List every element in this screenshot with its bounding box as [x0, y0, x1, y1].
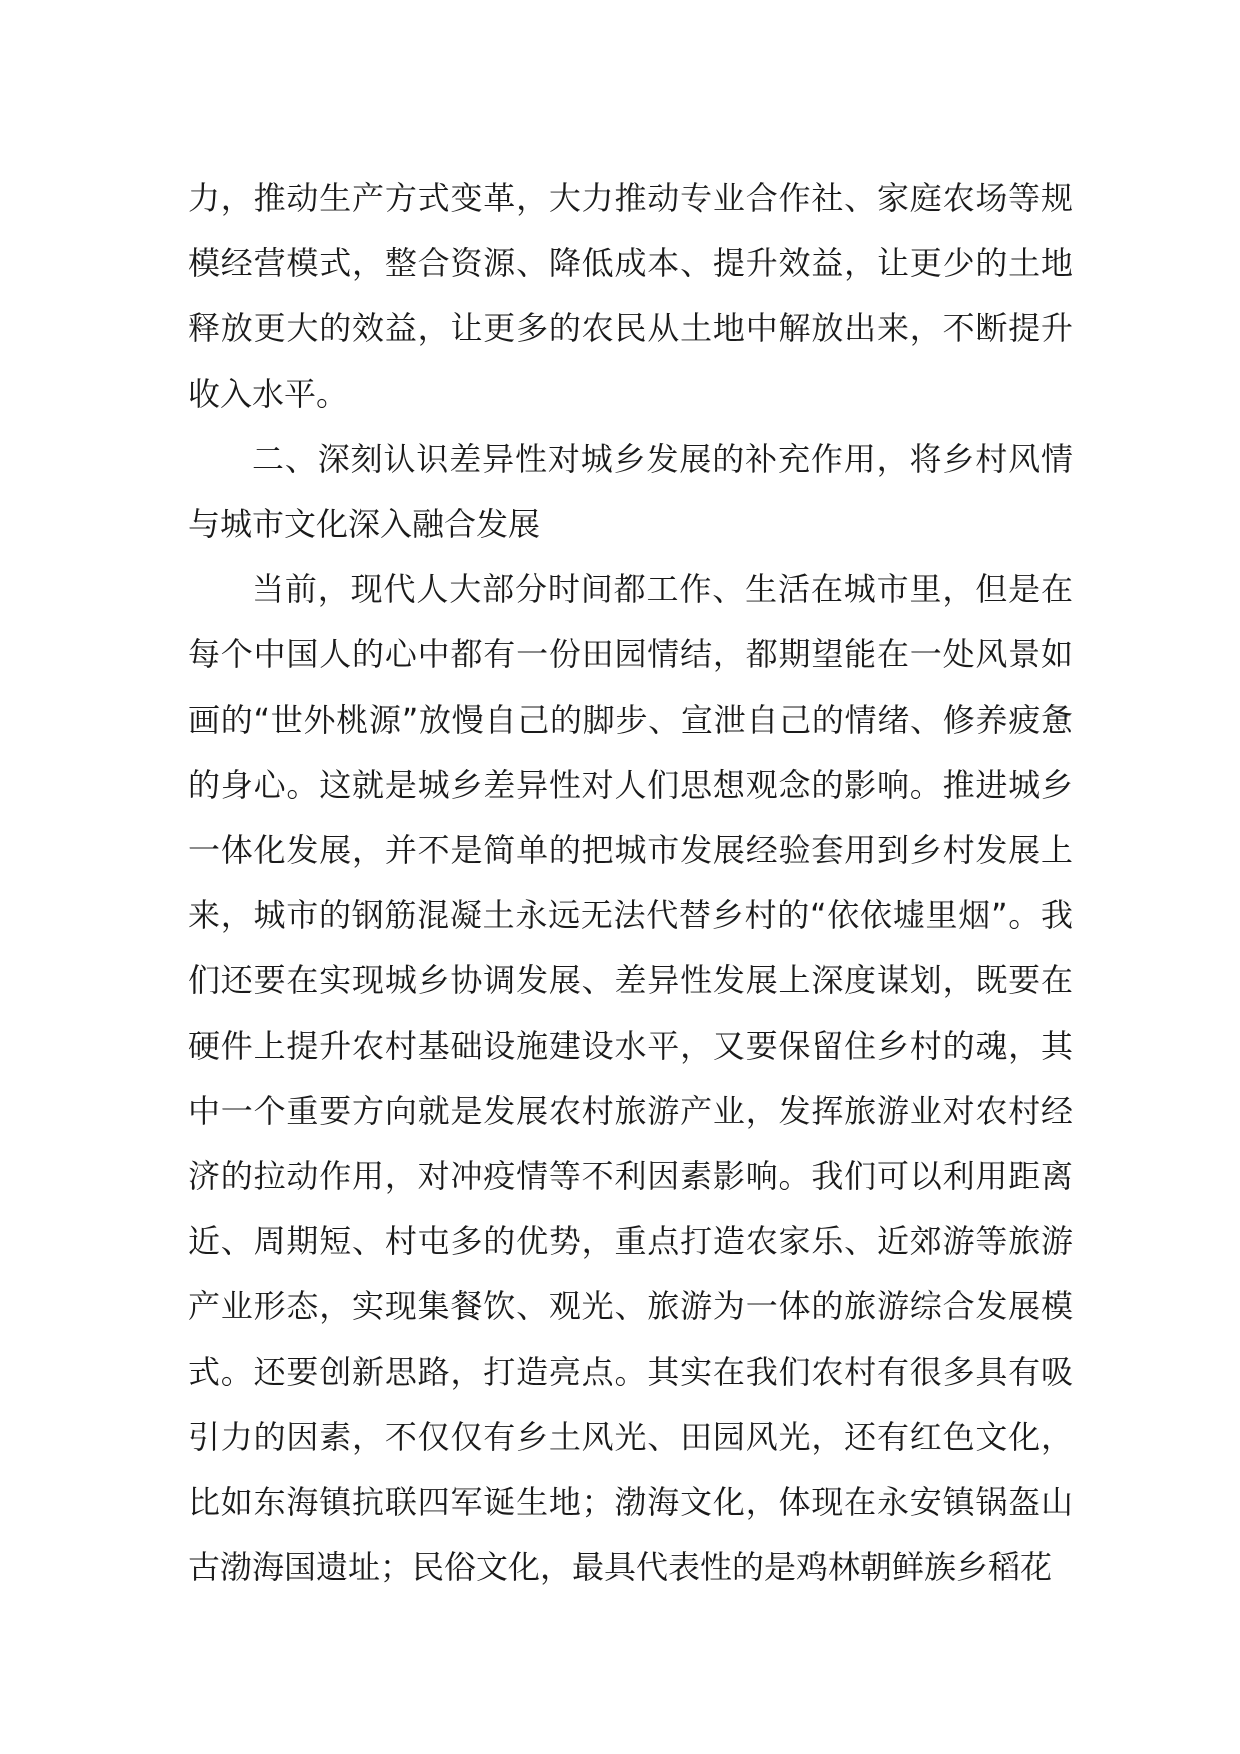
document-body	[188, 166, 1073, 1600]
section-heading-two: 二、深刻认识差异性对城乡发展的补充作用，将乡村风情与城市文化深入融合发展	[188, 439, 1073, 544]
paragraph-body: 当前，现代人大部分时间都工作、生活在城市里，但是在每个中国人的心中都有一份田园情结，都期望能在一处风景如画的“世外桃源”放慢自己的脚步、宣泄自己的情绪、修养疲惫的身心。这就是城乡差异性对人们思想观念的影响。推进城乡一体化发展，并不是简单的把城市发展经验套用到乡村发展上来，城市的钢筋混凝土永远无法代替乡村的“依依墟里烟”。我们还要在实现城乡协调发展、差异性发展上深度谋划，既要在硬件上提升农村基础设施建设水平，又要保留住乡村的魂，其中一个重要方向就是发展农村旅游产业，发挥旅游业对农村经济的拉动作用，对冲疫情等不利因素影响。我们可以利用距离近、周期短、村屯多的优势，重点打造农家乐、近郊游等旅游产业形态，实现集餐饮、观光、旅游为一体的旅游综合发展模式。还要创新思路，打造亮点。其实在我们农村有很多具有吸引力的因素，不仅仅有乡土风光、田园风光，还有红色文化，比如东海镇抗联四军诞生地；渤海文化，体现在永安镇锅盔山古渤海国遗址；民俗文化，最具代表性的是鸡林朝鲜族乡稻花	[188, 570, 1073, 1587]
paragraph-continuation: 力，推动生产方式变革，大力推动专业合作社、家庭农场等规模经营模式，整合资源、降低成本、提升效益，让更少的土地释放更大的效益，让更多的农民从土地中解放出来，不断提升收入水平。	[188, 179, 1073, 413]
